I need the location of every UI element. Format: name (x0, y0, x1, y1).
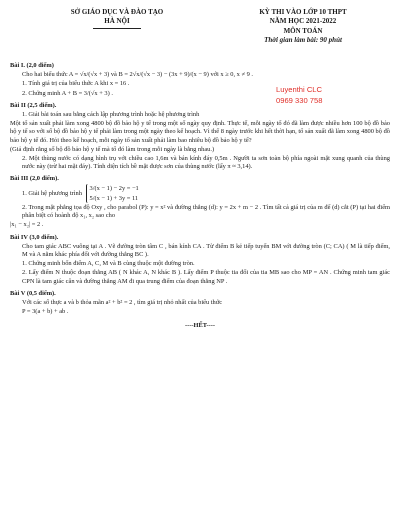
exam-name: KỲ THI VÀO LỚP 10 THPT (259, 8, 347, 16)
city-name: HÀ NỘI (104, 17, 130, 26)
section-4-question-1: 1. Chứng minh bốn điểm A, C, M và B cùng thuộc một đường tròn. (22, 260, 195, 268)
section-2-question-1-note: (Giả định rằng số bộ đồ bảo hộ y tế mà tổ đó làm trong mỗi ngày là bằng nhau.) (10, 145, 215, 153)
section-5-expression: P = 3(a + b) + ab . (22, 308, 69, 316)
section-2-question-1-text: Một tổ sản xuất phải làm xong 4800 bộ đồ bảo hộ y tế trong một số ngày quy định. Thực tế, mỗi ngày tổ đó đã làm được nhiều hơn 100 bộ đồ bảo hộ y tế so với số bộ đồ bảo hộ y tế phải làm trong một ngày theo kế hoạch. Vì thế 8 ngày trước khi hết thời hạn, tổ sản xuất đã làm xong 4800 bộ đồ bảo hộ y tế đó. Hỏi theo kế hoạch, mỗi ngày tổ sản xuất phải làm bao nhiêu bộ đồ bảo hộ y tế? (10, 120, 390, 144)
subject: MÔN TOÁN (283, 26, 323, 35)
section-4-question-2: 2. Lấy điểm N thuộc đoạn thẳng AB ( N khác A, N khác B ). Lấy điểm P thuộc tia đối của tia MB sao cho MP = AN . Chứng minh tam giác CPN là tam giác cân và đường thẳng AM đi qua trung điểm của đoạn thẳng NP . (22, 269, 390, 285)
header-left-underline (93, 28, 141, 29)
section-4-intro: Cho tam giác ABC vuông tại A . Vẽ đường tròn tâm C , bán kính CA . Từ điểm B kẻ tiếp tuyến BM với đường tròn (C; CA) ( M là tiếp điểm, M và A nằm khác phía đối với đường thẳng BC ). (22, 242, 390, 258)
header-left (42, 8, 192, 29)
section-3-question-1 (10, 184, 390, 203)
contact-name: Luyenthi CLC (276, 85, 323, 94)
exam-content (10, 58, 390, 330)
exam-duration: Thời gian làm bài: 90 phút (264, 36, 342, 45)
section-3-question-2-condition: |x₁ − x₂| = 2 . (10, 221, 44, 229)
equation-1: 3/(x − 1) − 2y = −1 (89, 185, 139, 193)
section-4-title: Bài IV (3,0 điểm). (10, 233, 59, 241)
section-2-title: Bài II (2,5 điểm). (10, 101, 57, 109)
equation-system (86, 184, 139, 203)
section-2-question-1: 1. Giải bài toán sau bằng cách lập phương trình hoặc hệ phương trình (22, 110, 200, 118)
section-1-question-1: 1. Tính giá trị của biểu thức A khi x = 16 . (22, 80, 130, 88)
equation-2: 5/(x − 1) + 3y = 11 (89, 194, 139, 202)
end-marker: ----HẾT---- (185, 322, 215, 330)
department-name: SỞ GIÁO DỤC VÀ ĐÀO TẠO (70, 8, 164, 16)
section-1-question-2: 2. Chứng minh A + B = 3/(√x + 3) . (22, 89, 113, 97)
section-3-question-1-label: 1. Giải hệ phương trình (22, 190, 82, 198)
school-year: NĂM HỌC 2021-2022 (269, 17, 337, 26)
section-1-intro: Cho hai biểu thức A = √x/(√x + 3) và B = 2√x/(√x − 3) − (3x + 9)/(x − 9) với x ≥ 0, x ≠ 9 . (22, 71, 253, 79)
section-1-title: Bài I. (2,0 điểm) (10, 62, 54, 69)
section-3-question-2: 2. Trong mặt phẳng tọa độ Oxy , cho parabol (P): y = x² và đường thẳng (d): y = 2x + m − 2 . Tìm tất cả giá trị của m để (d) cắt (P) tại hai điểm phân biệt có hoành độ x₁, x₂ sao cho (22, 204, 390, 220)
contact-phone: 0969 330 758 (276, 96, 323, 105)
section-5-title: Bài V (0,5 điểm). (10, 289, 56, 297)
section-5-text: Với các số thực a và b thỏa mãn a² + b² = 2 , tìm giá trị nhỏ nhất của biểu thức (22, 298, 223, 306)
section-2-question-2: 2. Một thùng nước có dạng hình trụ với chiều cao 1,6m và bán kính đáy 0,5m . Người ta sơn toàn bộ phía ngoài mặt xung quanh của thùng nước này (trừ hai mặt đáy). Tính diện tích bề mặt được sơn của thùng nước (lấy π ≈ 3,14). (22, 154, 390, 171)
header-right (228, 8, 378, 46)
section-3-title: Bài III (2,0 điểm). (10, 175, 59, 183)
